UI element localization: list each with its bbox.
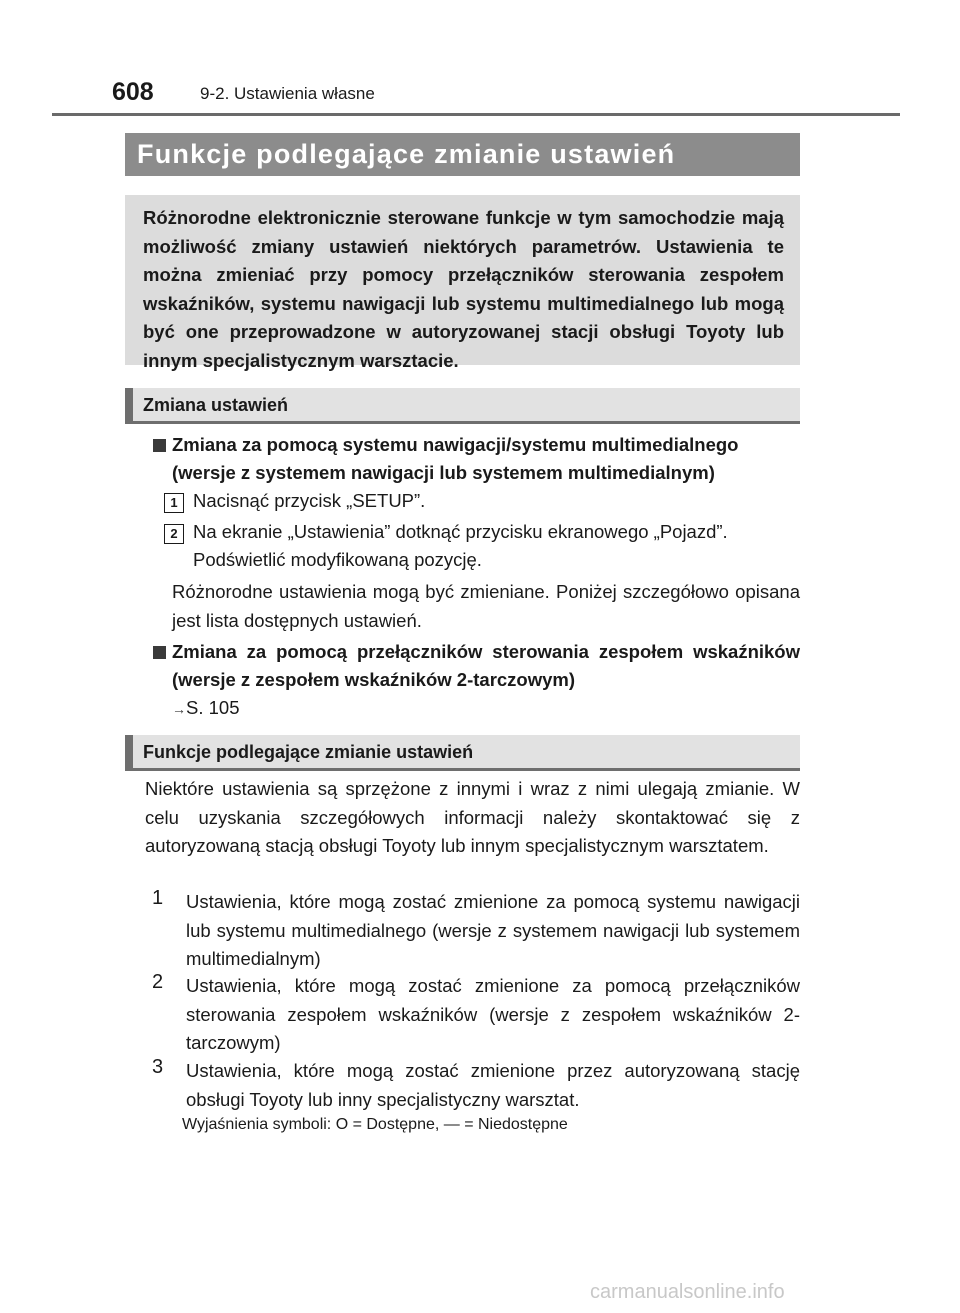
section2-title: Funkcje podlegające zmianie ustawień — [143, 742, 474, 762]
symbol-legend: Wyjaśnienia symboli: O = Dostępne, — = Niedostępne — [182, 1116, 568, 1133]
numbered-item-2: Ustawienia, które mogą zostać zmienione za pomocą przełączników sterowania zespołem wskaźników (wersje z zespołem wskaźników 2-tarczowym) — [186, 975, 800, 1053]
circled-number-3-icon: 3 — [152, 1056, 164, 1078]
item2-reference — [172, 697, 240, 719]
item1-title-line1: Zmiana za pomocą systemu nawigacji/systemu multimedialnego — [172, 434, 739, 455]
numbered-item-1: Ustawienia, które mogą zostać zmienione za pomocą systemu nawigacji lub systemu multimedialnego (wersje z systemem nawigacji lub systemem multimedialnym) — [186, 891, 800, 969]
step-2-badge: 2 — [164, 524, 184, 544]
section2-paragraph: Niektóre ustawienia są sprzężone z innymi i wraz z nimi ulegają zmianie. W celu uzyskania szczegółowych informacji należy skontaktować się z autoryzowaną stacją obsługi Toyoty lub innym specjalistycznym warsztatem. — [145, 778, 800, 856]
arrow-right-icon: → — [172, 701, 186, 717]
header-rule — [52, 113, 900, 116]
numbered-item-3: Ustawienia, które mogą zostać zmienione przez autoryzowaną stację obsługi Toyoty lub inny specjalistyczny warsztat. — [186, 1060, 800, 1110]
section2-accent — [125, 735, 133, 769]
square-bullet-icon — [153, 646, 166, 659]
section-path: 9-2. Ustawienia własne — [200, 84, 375, 103]
section1-title: Zmiana ustawień — [143, 395, 289, 415]
page-number: 608 — [112, 78, 154, 106]
section1-accent — [125, 388, 133, 422]
intro-text: Różnorodne elektronicznie sterowane funkcje w tym samochodzie mają możliwość zmiany ustawień niektórych parametrów. Ustawienia te można zmieniać przy pomocy przełączników sterowania zespołem wskaźników, systemu nawigacji lub systemu multimedialnego lub mogą być one przeprowadzone w autoryzowanej stacji obsługi Toyoty lub innym specjalistycznym warsztacie. — [143, 207, 784, 371]
item1-note: Różnorodne ustawienia mogą być zmieniane. Poniżej szczegółowo opisana jest lista dostępnych ustawień. — [172, 581, 800, 631]
step-2-line1: Na ekranie „Ustawienia” dotknąć przycisku ekranowego „Pojazd”. — [193, 521, 728, 542]
section1-rule — [125, 421, 800, 424]
item2-title: Zmiana za pomocą przełączników sterowania zespołem wskaźników (wersje z zespołem wskaźników 2-tarczowym) — [172, 641, 800, 690]
watermark: carmanualsonline.info — [590, 1281, 785, 1303]
step-2-text — [193, 518, 800, 574]
step-1-badge: 1 — [164, 493, 184, 513]
item1-title-line2: (wersje z systemem nawigacji lub systemem multimedialnym) — [172, 462, 715, 483]
page-reference-link[interactable]: S. 105 — [186, 697, 240, 718]
step-2-line2: Podświetlić modyfikowaną pozycję. — [193, 549, 482, 570]
square-bullet-icon — [153, 439, 166, 452]
item1-title — [172, 431, 800, 487]
main-title: Funkcje podlegające zmianie ustawień — [137, 139, 676, 169]
step-1-text: Nacisnąć przycisk „SETUP”. — [193, 490, 426, 511]
circled-number-1-icon: 1 — [152, 887, 164, 909]
circled-number-2-icon: 2 — [152, 971, 164, 993]
section2-rule — [125, 768, 800, 771]
